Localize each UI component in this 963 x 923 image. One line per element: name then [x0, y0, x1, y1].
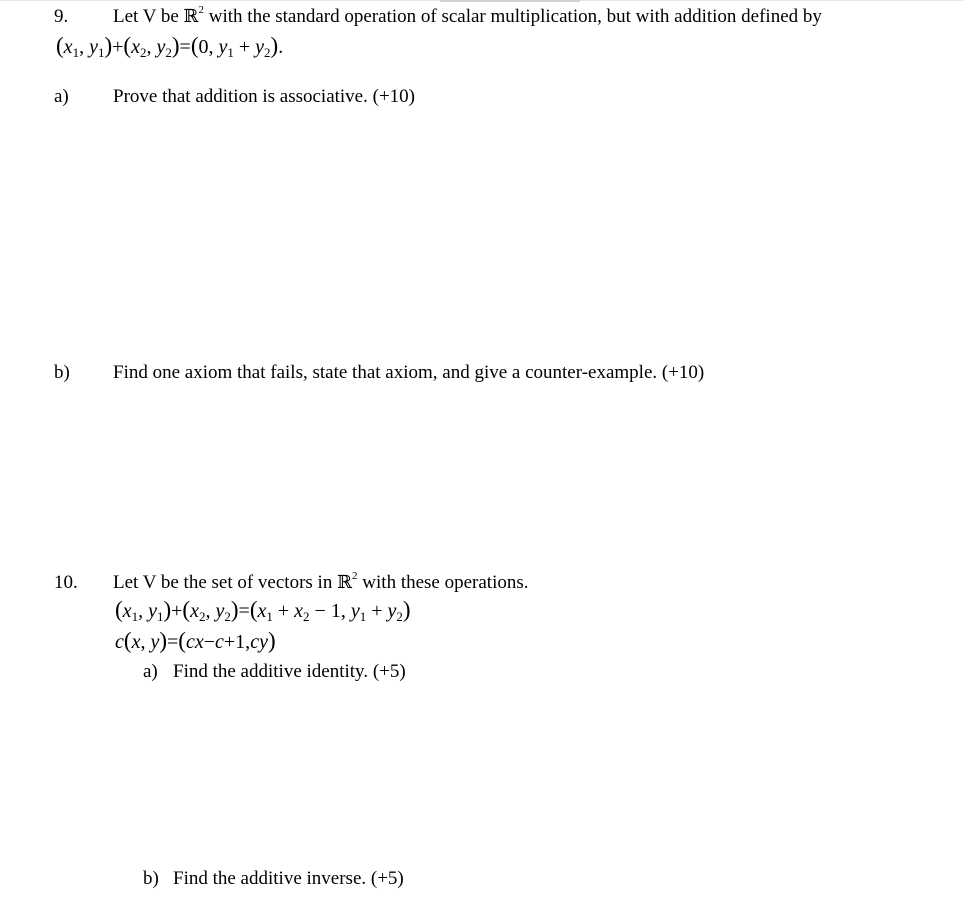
- q9-part-b-text: Find one axiom that fails, state that axiom, and give a counter-example. (+10): [113, 362, 705, 383]
- q10-part-a-text: Find the additive identity. (+5): [173, 661, 406, 682]
- q10-scalar-formula: c(x, y)=(cx−c+1,cy): [115, 628, 276, 653]
- q10-part-b-text: Find the additive inverse. (+5): [173, 868, 404, 889]
- q10-intro-before: Let V be the set of vectors in: [113, 572, 338, 593]
- q9-part-a-text: Prove that addition is associative. (+10): [113, 86, 415, 107]
- q9-intro: [113, 5, 822, 31]
- q9-part-a-label: a): [54, 86, 69, 107]
- scroll-indicator: [440, 0, 580, 2]
- q10-number: 10.: [54, 572, 78, 593]
- q10-part-a-label: a): [143, 661, 158, 682]
- q10-addition-formula: ($x_1$, $y_1)+(x_2$, $y_2)=(x_1 + x_2 - 1$, $y_1 + y_2$): [115, 597, 411, 624]
- q9-addition-formula: ($x_1$, $y_1)+(x_2$, $y_2)=(0$, $y_1 + y_2$).: [56, 33, 284, 60]
- q10-part-b-label: b): [143, 868, 159, 889]
- q9-intro-after: with the standard operation of scalar multiplication, but with addition defined by: [208, 6, 822, 27]
- q10-intro: [113, 571, 529, 597]
- q9-intro-before: Let V be: [113, 6, 184, 27]
- q9-set-symbol: ℝ: [183, 6, 199, 27]
- q10-set-exponent: 2: [352, 570, 358, 582]
- q9-part-b-label: b): [54, 362, 70, 383]
- q10-intro-after: with these operations.: [357, 572, 529, 593]
- q10-set-symbol: ℝ: [337, 572, 353, 593]
- q9-number: 9.: [54, 6, 69, 27]
- q9-set-exponent: 2: [198, 4, 205, 16]
